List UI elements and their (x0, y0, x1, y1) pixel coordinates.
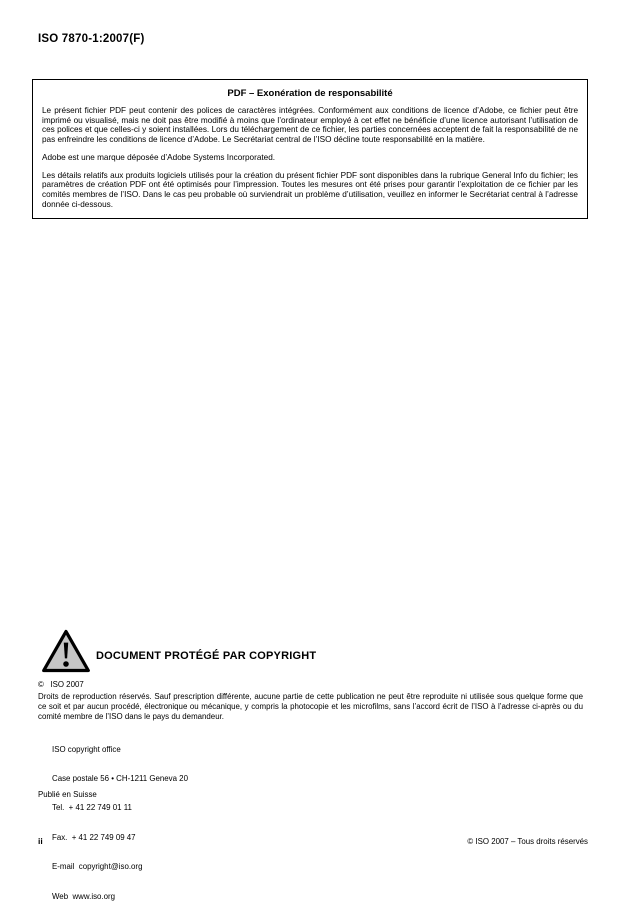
address-line: Fax. + 41 22 749 09 47 (52, 832, 136, 842)
address-line: ISO copyright office (52, 744, 121, 754)
address-line: Tel. + 41 22 749 01 11 (52, 803, 132, 813)
disclaimer-paragraph: Le présent fichier PDF peut contenir des polices de caractères intégrées. Conformément aux conditions de licence d’Adobe, ce fichier peut être imprimé ou visualisé, mais ne doit pas être modifié à moins que l’ordinateur employé à cet effet ne bénéficie d’une licence autorisant l’utilisation de ces polices et que celles-ci y soient installées. Lors du téléchargement de ce fichier, les parties concernées acceptent de fait la responsabilité de ne pas enfreindre les conditions de licence d’Adobe. Le Secrétariat central de l’ISO décline toute responsabilité en la matière. (42, 106, 578, 145)
iso-address-block (52, 725, 188, 921)
published-in-line: Publié en Suisse (38, 790, 97, 799)
footer-copyright-line: © ISO 2007 – Tous droits réservés (467, 837, 588, 846)
address-line: E-mail copyright@iso.org (52, 862, 143, 872)
doc-number-header: ISO 7870-1:2007(F) (38, 33, 145, 45)
disclaimer-paragraph: Adobe est une marque déposée d’Adobe Systems Incorporated. (42, 152, 276, 162)
address-line: Web www.iso.org (52, 891, 116, 901)
page-number: ii (38, 836, 43, 846)
address-line: Case postale 56 • CH-1211 Geneva 20 (52, 773, 188, 783)
pdf-disclaimer-box (32, 79, 588, 219)
reproduction-rights-paragraph: Droits de reproduction réservés. Sauf prescription différente, aucune partie de cette publication ne peut être reproduite ni utilisée sous quelque forme que ce soit et par aucun procédé, électronique ou mécanique, y compris la photocopie et les microfilms, sans l’accord écrit de l’ISO à l’adresse ci-après ou du comité membre de l’ISO dans le pays du demandeur. (38, 692, 583, 722)
warning-triangle-icon (40, 627, 92, 675)
disclaimer-paragraph: Les détails relatifs aux produits logiciels utilisés pour la création du présent fichier PDF sont disponibles dans la rubrique General Info du fichier; les paramètres de création PDF ont été optimisés pour l’impression. Toutes les mesures ont été prises pour garantir l’exploitation de ce fichier par les comités membres de l’ISO. Dans le cas peu probable où surviendrait un problème d’utilisation, veuillez en informer le Secrétariat central à l’adresse donnée ci-dessous. (42, 170, 578, 209)
copyright-protected-heading: DOCUMENT PROTÉGÉ PAR COPYRIGHT (96, 650, 317, 662)
disclaimer-title: PDF – Exonération de responsabilité (227, 88, 393, 99)
copyright-notice: © ISO 2007 (38, 680, 84, 689)
